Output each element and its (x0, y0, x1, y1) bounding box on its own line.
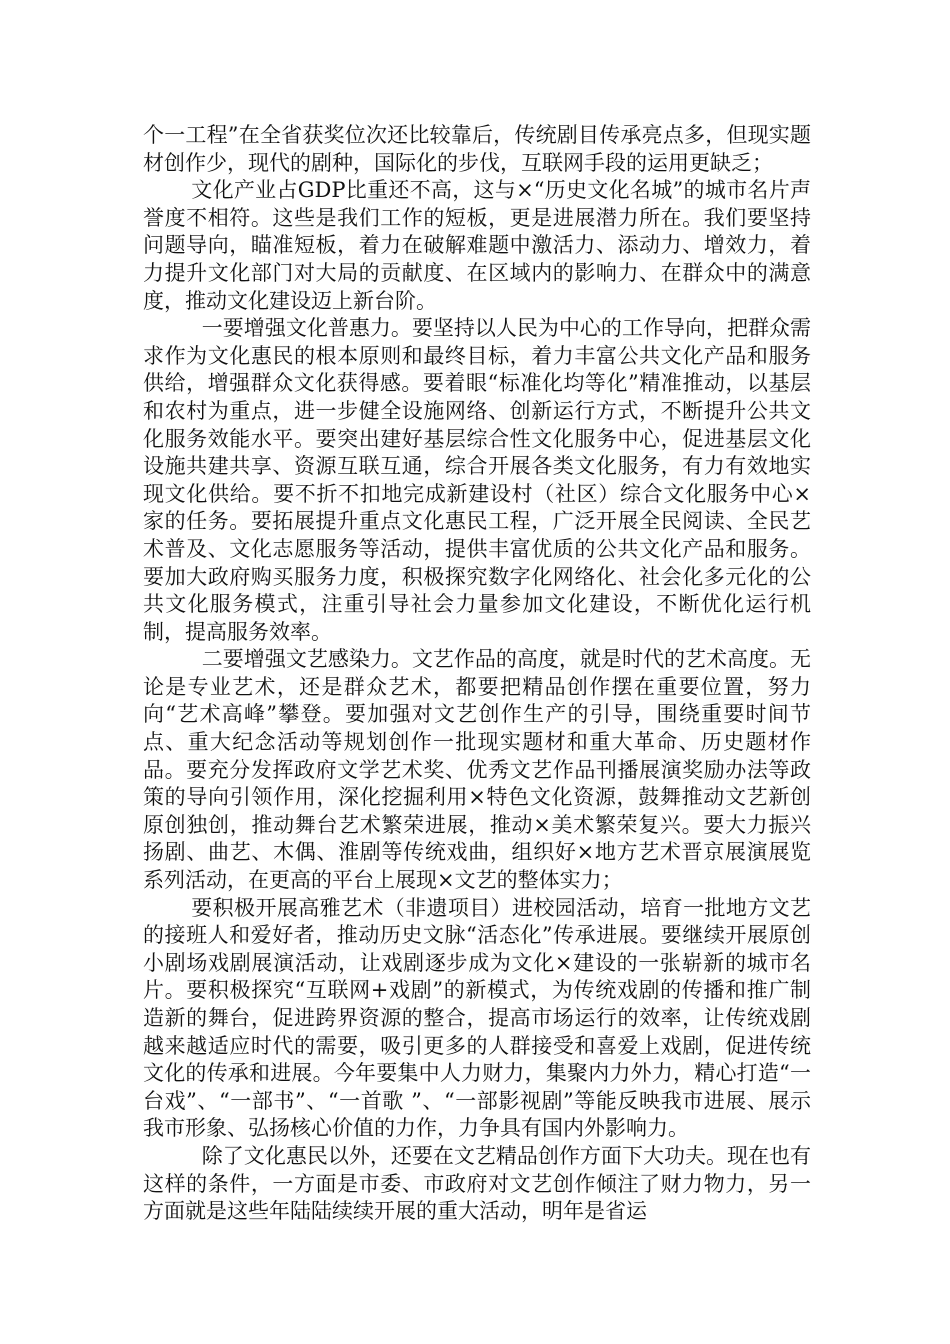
paragraph-continuation: 个一工程”在全省获奖位次还比较靠后，传统剧目传承亮点多，但现实题材创作少，现代的剧种，国际化的步伐，互联网手段的运用更缺乏； (143, 123, 811, 175)
paragraph-cultural-industry: 文化产业占GDP比重还不高，这与×“历史文化名城”的城市名片声誉度不相符。这些是我们工作的短板，更是进展潜力所在。我们要坚持问题导向，瞄准短板，着力在破解难题中激活力、添动力、增效力，着力提升文化部门对大局的贡献度、在区域内的影响力、在群众中的满意度，推动文化建设迈上新台阶。 (143, 178, 811, 313)
document-body (143, 122, 811, 1226)
paragraph-arts-in-schools: 要积极开展高雅艺术（非遗项目）进校园活动，培育一批地方文艺的接班人和爱好者，推动历史文脉“活态化”传承进展。要继续开展原创小剧场戏剧展演活动，让戏剧逐步成为文化×建设的一张崭新的城市名片。要积极探究“互联网+戏剧”的新模式，为传统戏剧的传播和推广制造新的舞台，促进跨界资源的整合，提高市场运行的效率，让传统戏剧越来越适应时代的需要，吸引更多的人群接受和喜爱上戏剧，促进传统文化的传承和进展。今年要集中人力财力，集聚内力外力，精心打造“一台戏”、“一部书”、“一首歌 ”、“一部影视剧”等能反映我市进展、展示我市形象、弘扬核心价值的力作，力争具有国内外影响力。 (143, 895, 811, 1141)
paragraph-arts-appeal: 二要增强文艺感染力。文艺作品的高度，就是时代的艺术高度。无论是专业艺术，还是群众艺术，都要把精品创作摆在重要位置，努力向“艺术高峰”攀登。要加强对文艺创作生产的引导，围绕重要时间节点、重大纪念活动等规划创作一批现实题材和重大革命、历史题材作品。要充分发挥政府文学艺术奖、优秀文艺作品刊播展演奖励办法等政策的导向引领作用，深化挖掘利用×特色文化资源，鼓舞推动文艺新创原创独创，推动舞台艺术繁荣进展，推动×美术繁荣复兴。要大力振兴扬剧、曲艺、木偶、淮剧等传统戏曲，组织好×地方艺术晋京展演展览系列活动，在更高的平台上展现×文艺的整体实力； (143, 647, 811, 893)
paragraph-public-culture: 一要增强文化普惠力。要坚持以人民为中心的工作导向，把群众需求作为文化惠民的根本原则和最终目标，着力丰富公共文化产品和服务供给，增强群众文化获得感。要着眼“标准化均等化”精准推动，以基层和农村为重点，进一步健全设施网络、创新运行方式，不断提升公共文化服务效能水平。要突出建好基层综合性文化服务中心，促进基层文化设施共建共享、资源互联互通，综合开展各类文化服务，有力有效地实现文化供给。要不折不扣地完成新建设村（社区）综合文化服务中心×家的任务。要拓展提升重点文化惠民工程，广泛开展全民阅读、全民艺术普及、文化志愿服务等活动，提供丰富优质的公共文化产品和服务。要加大政府购买服务力度，积极探究数字化网络化、社会化多元化的公共文化服务模式，注重引导社会力量参加文化建设，不断优化运行机制，提高服务效率。 (143, 316, 811, 644)
paragraph-arts-creation: 除了文化惠民以外，还要在文艺精品创作方面下大功夫。现在也有这样的条件，一方面是市委、市政府对文艺创作倾注了财力物力，另一方面就是这些年陆陆续续开展的重大活动，明年是省运 (143, 1143, 811, 1224)
